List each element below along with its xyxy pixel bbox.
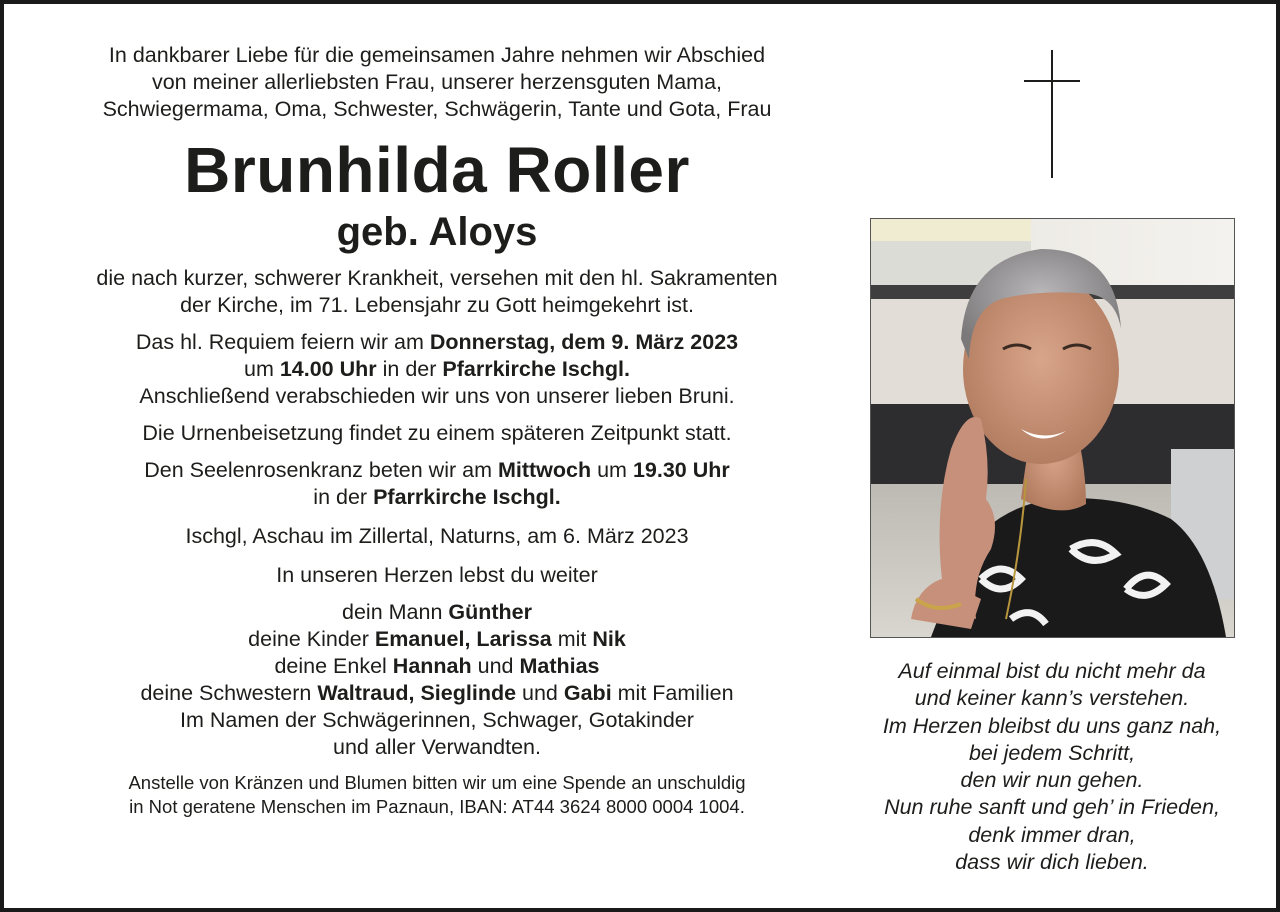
poem-line: denk immer dran, [968, 822, 1136, 847]
maiden-name: geb. Aloys [336, 210, 538, 254]
requiem-place: Pfarrkirche Ischgl. [442, 357, 630, 381]
memorial-poem [850, 658, 1254, 876]
urn-burial-note: Die Urnenbeisetzung findet zu einem späteren Zeitpunkt statt. [142, 421, 732, 445]
poem-line: dass wir dich lieben. [955, 850, 1149, 875]
requiem-paragraph [44, 329, 830, 410]
death-notice-line: der Kirche, im 71. Lebensjahr zu Gott heimgekehrt ist. [180, 293, 694, 317]
place-date: Ischgl, Aschau im Zillertal, Naturns, am 6. März 2023 [185, 524, 689, 548]
rosary-line-1: Den Seelenrosenkranz beten wir am Mittwoch um 19.30 Uhr [144, 458, 730, 482]
poem-line: bei jedem Schritt, [968, 740, 1136, 765]
intro-paragraph [44, 42, 830, 123]
deceased-name: Brunhilda Roller [184, 134, 690, 206]
requiem-line-2: um 14.00 Uhr in der Pfarrkirche Ischgl. [243, 357, 630, 381]
mourner-children: deine Kinder Emanuel, Larissa mit Nik [248, 627, 626, 651]
death-notice-line: die nach kurzer, schwerer Krankheit, versehen mit den hl. Sakramenten [96, 266, 778, 290]
notice-text-column [44, 42, 830, 819]
rosary-paragraph [44, 457, 830, 511]
rosary-day: Mittwoch [497, 458, 592, 482]
mourner-sisters: deine Schwestern Waltraud, Sieglinde und Gabi mit Familien [140, 681, 734, 705]
requiem-after: Anschließend verabschieden wir uns von unserer lieben Bruni. [139, 384, 735, 408]
rosary-time: 19.30 Uhr [632, 458, 730, 482]
death-notice [44, 265, 830, 319]
requiem-line-1: Das hl. Requiem feiern wir am Donnerstag, dem 9. März 2023 [135, 330, 739, 354]
mourner-grandchildren: deine Enkel Hannah und Mathias [274, 654, 600, 678]
intro-line: In dankbarer Liebe für die gemeinsamen Jahre nehmen wir Abschied [108, 43, 766, 67]
donation-note [44, 771, 830, 819]
mourner-husband: dein Mann Günther [342, 600, 532, 624]
rosary-line-2: in der Pfarrkirche Ischgl. [313, 485, 561, 509]
mourner-relatives: und aller Verwandten. [333, 735, 541, 759]
poem-line: den wir nun gehen. [960, 768, 1144, 793]
hearts-line: In unseren Herzen lebst du weiter [276, 563, 598, 587]
poem-line: Nun ruhe sanft und geh’ in Frieden, [884, 795, 1220, 820]
poem-line: Auf einmal bist du nicht mehr da [898, 659, 1206, 683]
requiem-time: 14.00 Uhr [279, 357, 377, 381]
poem-line: Im Herzen bleibst du uns ganz nah, [882, 713, 1222, 738]
rosary-place: Pfarrkirche Ischgl. [373, 485, 561, 509]
mourners-list [44, 599, 830, 761]
intro-line: von meiner allerliebsten Frau, unserer herzensguten Mama, [151, 70, 723, 94]
poem-line: und keiner kann’s verstehen. [914, 686, 1190, 711]
donation-line: in Not geratene Menschen im Paznaun, IBAN: AT44 3624 8000 0004 1004. [129, 796, 745, 817]
intro-line: Schwiegermama, Oma, Schwester, Schwägerin, Tante und Gota, Frau [102, 97, 772, 121]
mourner-inlaws: Im Namen der Schwägerinnen, Schwager, Gotakinder [180, 708, 694, 732]
cross-icon [1024, 50, 1080, 178]
donation-line: Anstelle von Kränzen und Blumen bitten wir um eine Spende an unschuldig [128, 772, 746, 793]
portrait-photo [870, 218, 1235, 638]
requiem-date: Donnerstag, dem 9. März 2023 [429, 330, 739, 354]
